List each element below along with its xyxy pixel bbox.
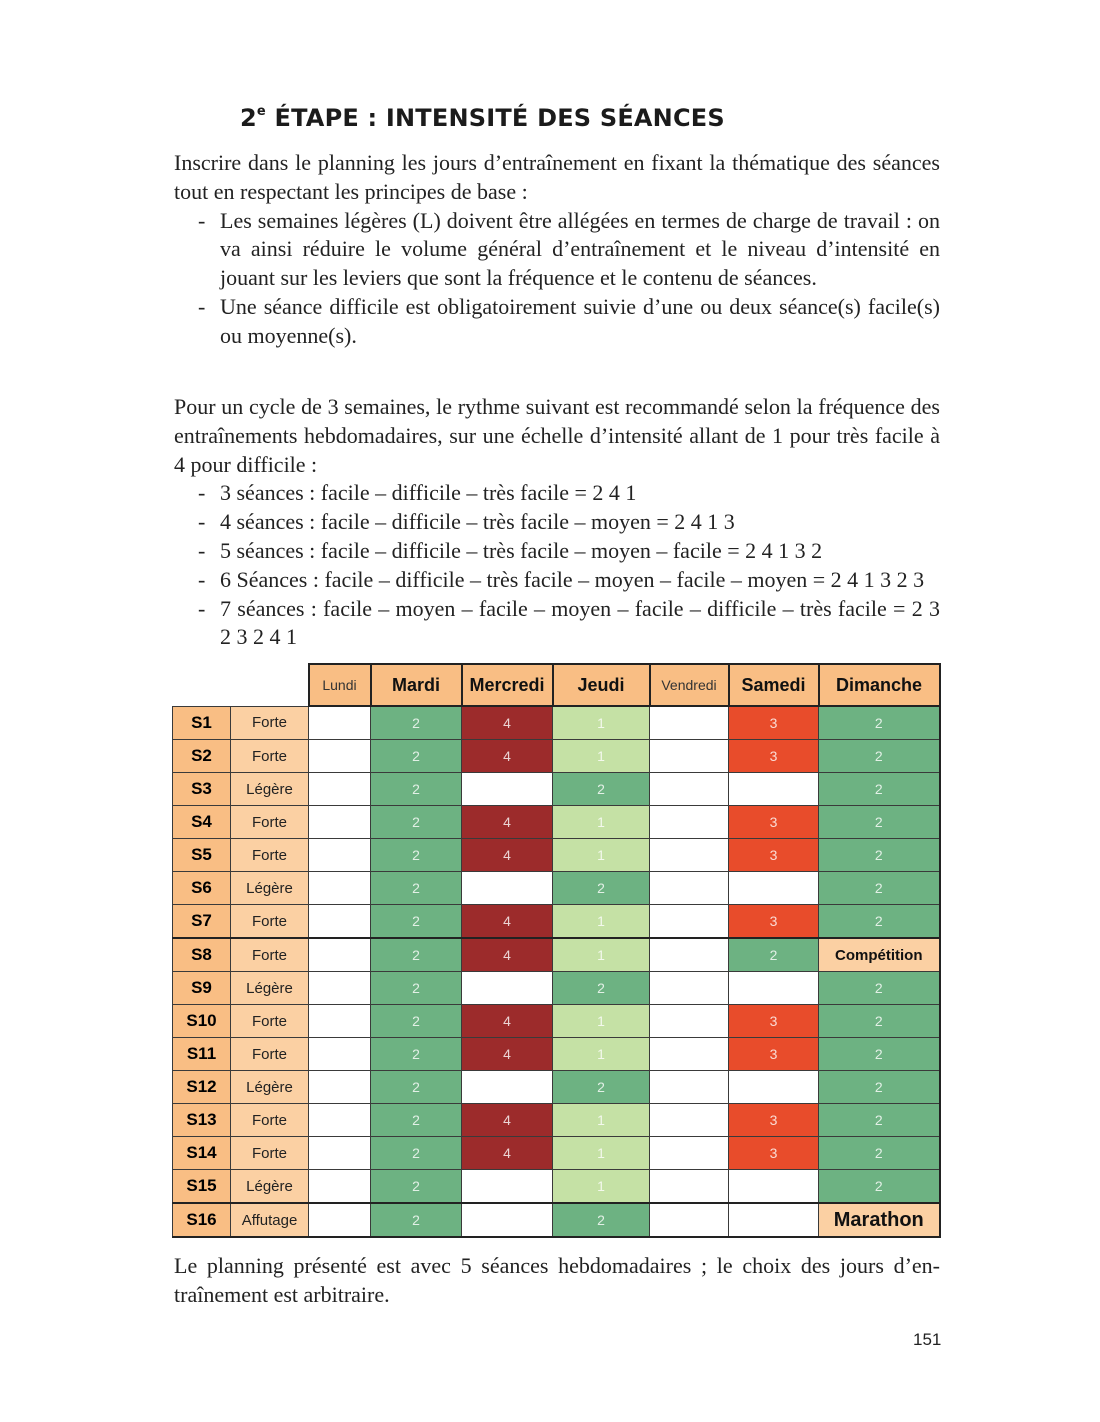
week-type: Légère (231, 1071, 309, 1104)
intensity-cell (309, 1170, 371, 1204)
intensity-cell (650, 938, 729, 972)
intensity-cell: 2 (819, 839, 940, 872)
week-row (173, 740, 940, 773)
week-type: Forte (231, 1005, 309, 1038)
week-row (173, 1005, 940, 1038)
week-type: Légère (231, 1170, 309, 1204)
week-type: Légère (231, 872, 309, 905)
intensity-cell: 4 (462, 905, 553, 939)
principles-list (174, 207, 940, 351)
intensity-cell: 2 (371, 872, 462, 905)
intensity-cell: 2 (819, 773, 940, 806)
intensity-cell: 1 (553, 1104, 650, 1137)
intensity-cell (462, 1170, 553, 1204)
intensity-cell: 2 (819, 1005, 940, 1038)
intensity-cell: 3 (729, 740, 819, 773)
intensity-cell: 2 (371, 1137, 462, 1170)
intensity-cell: 4 (462, 1104, 553, 1137)
intensity-cell: 2 (371, 706, 462, 740)
intensity-cell: 1 (553, 1005, 650, 1038)
intensity-cell: 2 (819, 1104, 940, 1137)
intensity-cell (729, 773, 819, 806)
week-label: S7 (173, 905, 231, 939)
day-header-row (173, 664, 940, 706)
intensity-cell (650, 1170, 729, 1204)
intensity-cell (650, 839, 729, 872)
week-label: S4 (173, 806, 231, 839)
rhythm-item: - 4 séances : facile – difficile – très facile – moyen = 2 4 1 3 (220, 508, 940, 537)
intensity-cell: 1 (553, 1137, 650, 1170)
intensity-cell: 2 (371, 839, 462, 872)
week-row (173, 972, 940, 1005)
intensity-cell: 4 (462, 1137, 553, 1170)
intensity-cell: 2 (819, 872, 940, 905)
intensity-cell: 2 (553, 1071, 650, 1104)
intensity-cell: 3 (729, 1104, 819, 1137)
intensity-cell: Marathon (819, 1203, 940, 1237)
week-type: Forte (231, 706, 309, 740)
intensity-cell: 2 (371, 773, 462, 806)
week-type: Forte (231, 839, 309, 872)
week-row (173, 1137, 940, 1170)
intensity-cell (309, 1104, 371, 1137)
intensity-cell: 1 (553, 1038, 650, 1071)
intensity-cell (309, 1038, 371, 1071)
intensity-cell: 4 (462, 706, 553, 740)
week-row (173, 872, 940, 905)
intensity-cell: 2 (553, 972, 650, 1005)
intensity-cell: 1 (553, 1170, 650, 1204)
intensity-cell: 2 (819, 1038, 940, 1071)
day-header-mercredi: Mercredi (462, 664, 553, 706)
day-header-dimanche: Dimanche (819, 664, 940, 706)
intensity-cell (309, 1203, 371, 1237)
intensity-cell (309, 872, 371, 905)
intensity-cell: 2 (553, 1203, 650, 1237)
footer-paragraph-block (174, 1252, 940, 1310)
intensity-cell: 4 (462, 740, 553, 773)
intensity-cell (650, 1038, 729, 1071)
week-row (173, 1203, 940, 1237)
intensity-cell: 2 (371, 1170, 462, 1204)
intensity-cell: 2 (371, 972, 462, 1005)
day-header-mardi: Mardi (371, 664, 462, 706)
intensity-cell (650, 1005, 729, 1038)
intensity-cell (650, 706, 729, 740)
intensity-cell (729, 972, 819, 1005)
week-row (173, 706, 940, 740)
rhythm-item: - 3 séances : facile – difficile – très facile = 2 4 1 (220, 479, 940, 508)
intensity-cell (309, 773, 371, 806)
corner-blank (231, 664, 309, 706)
intensity-cell (650, 773, 729, 806)
training-plan-table (172, 663, 941, 1238)
week-label: S16 (173, 1203, 231, 1237)
day-header-vendredi: Vendredi (650, 664, 729, 706)
week-label: S5 (173, 839, 231, 872)
section-heading: 2e ÉTAPE : INTENSITÉ DES SÉANCES (240, 104, 725, 132)
intensity-cell: 3 (729, 1005, 819, 1038)
week-type: Forte (231, 1038, 309, 1071)
week-label: S13 (173, 1104, 231, 1137)
intensity-cell: 3 (729, 1038, 819, 1071)
intensity-cell (462, 972, 553, 1005)
intro-paragraph: Inscrire dans le planning les jours d’entraînement en fixant la thématique des séances tout en respectant les principes de base : (174, 150, 940, 204)
intensity-cell (309, 706, 371, 740)
intensity-cell (650, 872, 729, 905)
week-label: S10 (173, 1005, 231, 1038)
intensity-cell (650, 1137, 729, 1170)
intensity-cell: 4 (462, 806, 553, 839)
intensity-cell (650, 806, 729, 839)
intensity-cell: 4 (462, 1038, 553, 1071)
plan-body (173, 706, 940, 1237)
intensity-cell: 2 (371, 938, 462, 972)
intensity-cell (729, 1071, 819, 1104)
intensity-cell: 2 (819, 972, 940, 1005)
intensity-cell (309, 740, 371, 773)
intensity-cell: 3 (729, 1137, 819, 1170)
week-type: Forte (231, 806, 309, 839)
week-label: S2 (173, 740, 231, 773)
week-label: S12 (173, 1071, 231, 1104)
intensity-cell: 2 (371, 1203, 462, 1237)
intensity-cell: 2 (819, 905, 940, 939)
intensity-cell: 1 (553, 938, 650, 972)
week-row (173, 905, 940, 939)
week-type: Affutage (231, 1203, 309, 1237)
intensity-cell (462, 773, 553, 806)
intensity-cell: 2 (819, 1170, 940, 1204)
week-type: Forte (231, 1137, 309, 1170)
intensity-cell: 2 (819, 1137, 940, 1170)
intensity-cell: 2 (553, 872, 650, 905)
intensity-cell: 4 (462, 839, 553, 872)
intensity-cell (650, 972, 729, 1005)
rhythm-intro-paragraph: Pour un cycle de 3 semaines, le rythme suivant est recommandé selon la fréquence des entraînements hebdomadaires, sur une échelle d’intensité allant de 1 pour très facile à 4 pour difficile : (174, 394, 940, 477)
intensity-cell: 3 (729, 839, 819, 872)
intensity-cell: Compétition (819, 938, 940, 972)
intensity-cell: 2 (371, 905, 462, 939)
week-label: S15 (173, 1170, 231, 1204)
week-label: S11 (173, 1038, 231, 1071)
intensity-cell: 3 (729, 806, 819, 839)
intensity-cell: 1 (553, 706, 650, 740)
week-row (173, 1038, 940, 1071)
intensity-cell (309, 938, 371, 972)
intensity-cell (462, 872, 553, 905)
week-label: S9 (173, 972, 231, 1005)
intensity-cell (462, 1071, 553, 1104)
week-type: Forte (231, 905, 309, 939)
intensity-cell (650, 740, 729, 773)
week-row (173, 839, 940, 872)
principle-item: - Les semaines légères (L) doivent être allégées en termes de charge de travail : on va ainsi réduire le volume général d’entraînement et le niveau d’intensité en jouant sur les leviers que sont la fréquence et le contenu de séances. (220, 207, 940, 293)
week-row (173, 1170, 940, 1204)
intensity-cell (729, 1170, 819, 1204)
day-header-samedi: Samedi (729, 664, 819, 706)
rhythm-item: - 6 Séances : facile – difficile – très facile – moyen – facile – moyen = 2 4 1 3 2 3 (220, 566, 940, 595)
intensity-cell (309, 972, 371, 1005)
intensity-cell: 2 (819, 706, 940, 740)
week-label: S3 (173, 773, 231, 806)
week-type: Forte (231, 1104, 309, 1137)
principle-item: - Une séance difficile est obligatoirement suivie d’une ou deux séance(s) facile(s) ou moyenne(s). (220, 293, 940, 351)
week-label: S6 (173, 872, 231, 905)
intensity-cell (650, 1203, 729, 1237)
intensity-cell (309, 1071, 371, 1104)
intensity-cell: 1 (553, 839, 650, 872)
intensity-cell: 1 (553, 740, 650, 773)
week-type: Légère (231, 773, 309, 806)
week-label: S14 (173, 1137, 231, 1170)
intensity-cell: 3 (729, 905, 819, 939)
week-type: Forte (231, 740, 309, 773)
intensity-cell (650, 1071, 729, 1104)
rhythm-item: - 5 séances : facile – difficile – très facile – moyen – facile = 2 4 1 3 2 (220, 537, 940, 566)
intensity-cell (309, 905, 371, 939)
intensity-cell: 2 (371, 1071, 462, 1104)
week-row (173, 773, 940, 806)
intensity-cell: 2 (371, 740, 462, 773)
principles-block (174, 149, 940, 351)
intensity-cell: 2 (371, 1038, 462, 1071)
intensity-cell (729, 1203, 819, 1237)
week-row (173, 1104, 940, 1137)
intensity-cell: 4 (462, 938, 553, 972)
rhythm-block (174, 393, 940, 652)
day-header-jeudi: Jeudi (553, 664, 650, 706)
day-header-lundi: Lundi (309, 664, 371, 706)
intensity-cell: 2 (371, 806, 462, 839)
intensity-cell (309, 1005, 371, 1038)
intensity-cell: 2 (371, 1005, 462, 1038)
intensity-cell: 2 (729, 938, 819, 972)
page-number: 151 (913, 1330, 942, 1349)
intensity-cell: 1 (553, 905, 650, 939)
intensity-cell: 2 (819, 740, 940, 773)
intensity-cell: 3 (729, 706, 819, 740)
intensity-cell (309, 806, 371, 839)
week-label: S1 (173, 706, 231, 740)
intensity-cell (309, 1137, 371, 1170)
corner-blank (173, 664, 231, 706)
week-type: Légère (231, 972, 309, 1005)
intensity-cell (309, 839, 371, 872)
week-label: S8 (173, 938, 231, 972)
week-type: Forte (231, 938, 309, 972)
rhythm-list (174, 479, 940, 652)
week-row (173, 938, 940, 972)
intensity-cell: 2 (371, 1104, 462, 1137)
week-row (173, 806, 940, 839)
footer-paragraph: Le planning présenté est avec 5 séances hebdomadaires ; le choix des jours d’entraînement est arbitraire. (174, 1253, 940, 1307)
intensity-cell (650, 1104, 729, 1137)
intensity-cell: 4 (462, 1005, 553, 1038)
rhythm-item: - 7 séances : facile – moyen – facile – moyen – facile – difficile – très facile = 2 3 2 3 2 4 1 (220, 595, 940, 653)
intensity-cell: 2 (819, 806, 940, 839)
intensity-cell: 2 (819, 1071, 940, 1104)
week-row (173, 1071, 940, 1104)
intensity-cell (462, 1203, 553, 1237)
intensity-cell (650, 905, 729, 939)
intensity-cell: 1 (553, 806, 650, 839)
intensity-cell (729, 872, 819, 905)
intensity-cell: 2 (553, 773, 650, 806)
